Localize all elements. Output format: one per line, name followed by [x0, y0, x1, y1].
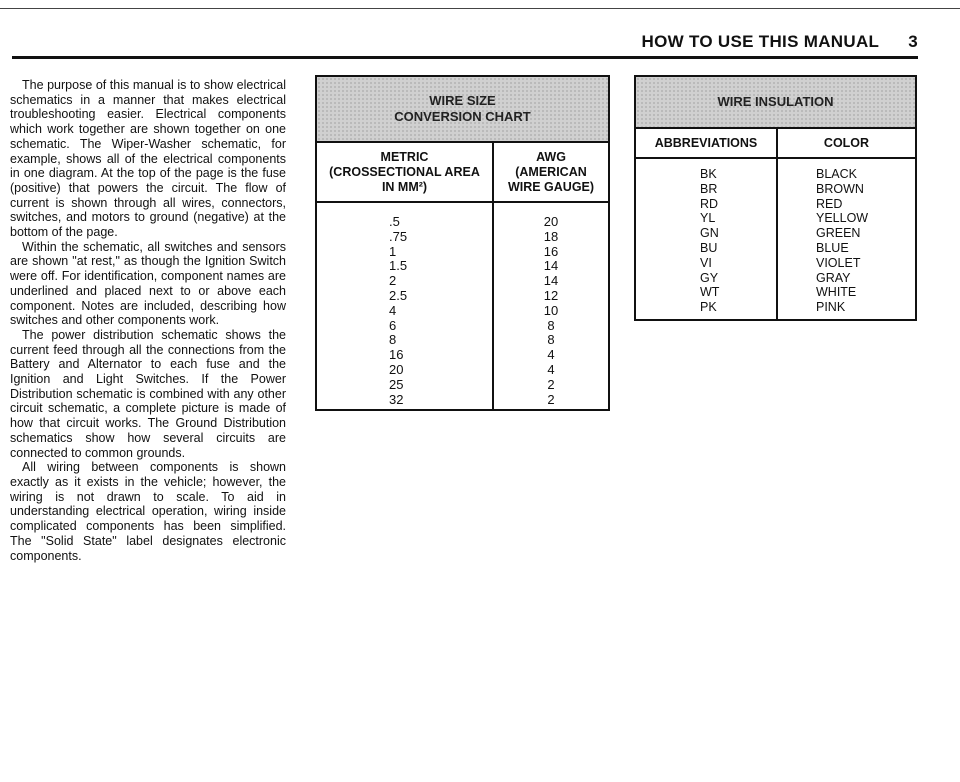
abbreviations-column-header: ABBREVIATIONS: [636, 129, 776, 159]
metric-column-header: METRIC (CROSSECTIONAL AREA IN MM²): [317, 143, 492, 203]
abbreviation-values: [636, 159, 776, 315]
color-name: GREEN: [816, 226, 861, 241]
color-column-header: COLOR: [778, 129, 915, 159]
abbreviation: RD: [700, 196, 719, 211]
metric-value: 1.5: [389, 258, 408, 274]
color-values: [778, 159, 915, 315]
wire-insulation-title: WIRE INSULATION: [636, 77, 915, 129]
awg-value: 4: [547, 361, 555, 377]
wire-size-chart-title: WIRE SIZE CONVERSION CHART: [317, 77, 608, 143]
metric-value: 2.5: [389, 287, 408, 303]
metric-value: 25: [389, 376, 404, 392]
awg-value: 2: [547, 376, 555, 392]
awg-value: 8: [547, 332, 555, 348]
color-name: WHITE: [816, 285, 857, 300]
abbreviation: PK: [700, 300, 717, 315]
metric-value: 20: [389, 361, 404, 377]
metric-value: 16: [389, 347, 404, 363]
top-rule: [0, 8, 960, 9]
abbreviation: GN: [700, 226, 719, 241]
awg-value: 10: [543, 302, 559, 318]
page-header: [0, 32, 918, 54]
metric-value: 6: [389, 317, 397, 333]
color-column: [778, 129, 915, 321]
abbreviation: BK: [700, 167, 717, 181]
awg-value: 2: [547, 391, 555, 407]
metric-value: .5: [389, 214, 400, 229]
header-rule: [12, 56, 918, 59]
color-name: BLUE: [816, 240, 849, 255]
wire-insulation-chart: [634, 75, 917, 321]
metric-value: 1: [389, 243, 397, 259]
abbreviation: WT: [700, 285, 720, 300]
paragraph: All wiring between components is shown exactly as it exists in the vehicle; however, the wiring is not drawn to scale. To aid in understanding electrical operation, wiring inside complicated components has been simplified. The "Solid State" label designates electronic components.: [10, 460, 286, 563]
paragraph: The purpose of this manual is to show electrical schematics in a manner that makes electrical troubleshooting easier. Electrical components which work together are shown together on one schematic. The Wiper-Washer schematic, for example, shows all of the electrical components in one diagram. At the top of the page is the fuse (positive) that powers the circuit. The flow of current is shown through all wires, connectors, switches, and motors to ground (negative) at the bottom of the page.: [10, 78, 286, 240]
color-name: BLACK: [816, 167, 857, 181]
awg-value: 16: [543, 243, 559, 259]
awg-value: 14: [543, 273, 559, 289]
color-name: YELLOW: [816, 211, 869, 226]
awg-value: 20: [543, 214, 559, 229]
awg-value: 18: [543, 228, 559, 244]
abbreviation: YL: [700, 211, 716, 226]
awg-values: [494, 203, 608, 407]
metric-value: 8: [389, 332, 397, 348]
body-text: [10, 78, 286, 563]
awg-value: 4: [547, 347, 555, 363]
page-number: 3: [908, 32, 918, 51]
paragraph: The power distribution schematic shows the current feed through all the connections from the Battery and Alternator to each fuse and the Ignition and Light Switches. If the Power Distribution schematic is combined with any other circuit schematic, a complete picture is made of how that circuit works. The Ground Distribution schematics show how several circuits are connected to common grounds.: [10, 327, 286, 460]
metric-values: [317, 203, 492, 407]
awg-column-header: AWG (AMERICAN WIRE GAUGE): [494, 143, 608, 203]
abbreviation: VI: [700, 255, 712, 270]
page-title: HOW TO USE THIS MANUAL: [641, 32, 880, 51]
color-name: BROWN: [816, 181, 864, 196]
awg-value: 14: [543, 258, 559, 274]
metric-value: 4: [389, 302, 397, 318]
abbreviation: BU: [700, 240, 718, 255]
awg-column: [494, 143, 608, 409]
metric-value: 2: [389, 273, 397, 289]
abbreviation: GY: [700, 270, 719, 285]
paragraph: Within the schematic, all switches and sensors are shown "at rest," as though the Ignition Switch were off. For identification, component names are underlined and placed next to or above each component. Notes are included, describing how switches and other components work.: [10, 239, 286, 328]
awg-value: 8: [547, 317, 555, 333]
color-name: GRAY: [816, 270, 851, 285]
abbreviations-column: [636, 129, 778, 321]
metric-value: 32: [389, 391, 404, 407]
wire-size-conversion-chart: [315, 75, 610, 411]
metric-column: [317, 143, 494, 409]
color-name: PINK: [816, 300, 846, 315]
color-name: RED: [816, 196, 843, 211]
awg-value: 12: [543, 287, 559, 303]
metric-value: .75: [389, 228, 408, 244]
abbreviation: BR: [700, 181, 718, 196]
color-name: VIOLET: [816, 255, 861, 270]
